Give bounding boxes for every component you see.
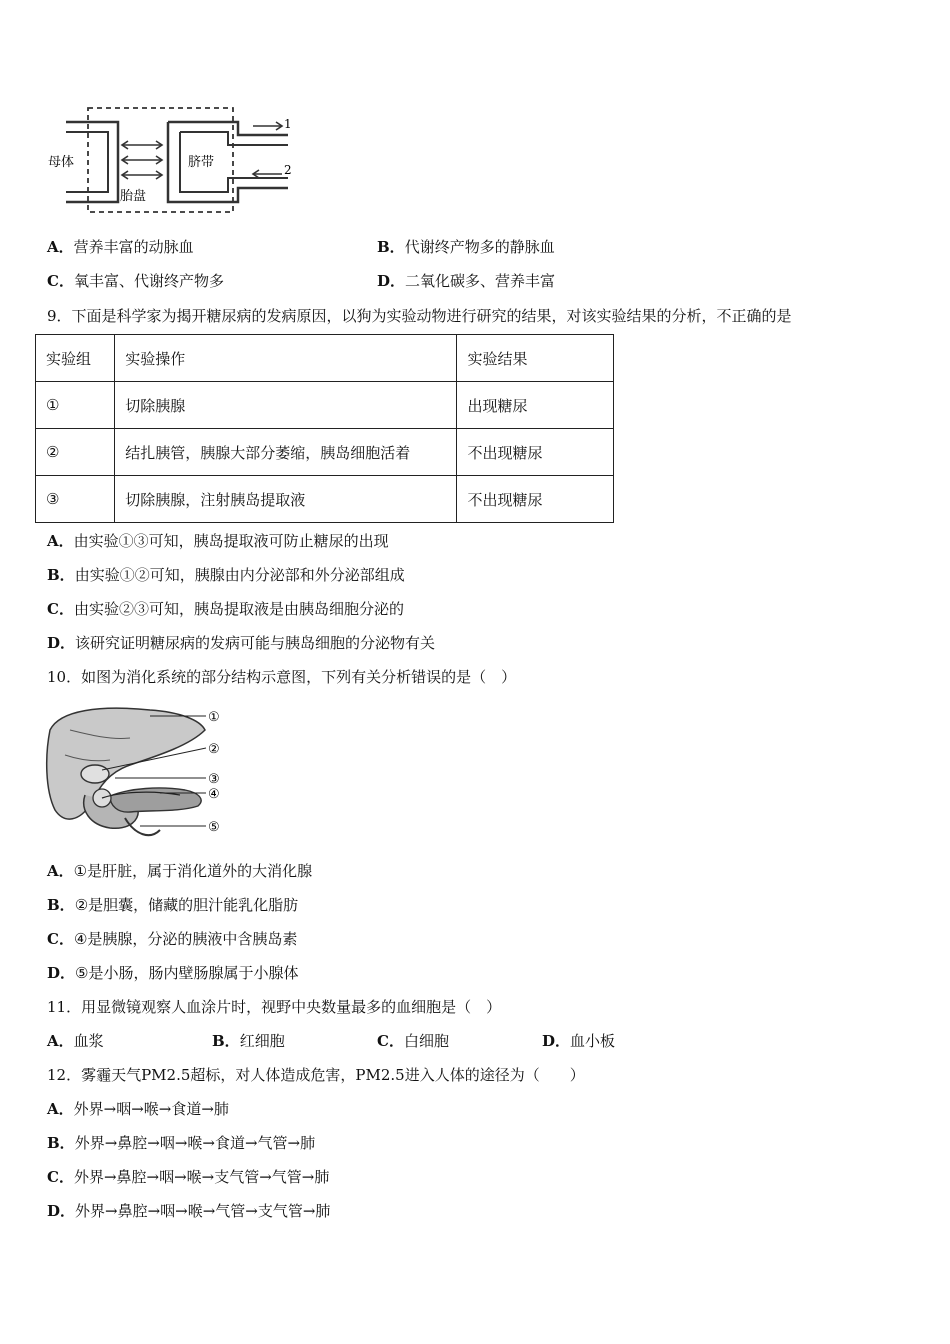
option-letter: B．: [47, 896, 75, 914]
option-text: ①是肝脏，属于消化道外的大消化腺: [73, 862, 313, 880]
q11-option-a[interactable]: [47, 1030, 104, 1051]
table-cell: 不出现糖尿: [457, 476, 614, 523]
diagram-label-3: ③: [208, 772, 220, 787]
diagram-label-4: ④: [208, 787, 220, 802]
q12-stem: 12．雾霾天气PM2.5超标，对人体造成危害，PM2.5进入人体的途径为（ ）: [47, 1066, 585, 1084]
table-cell: ③: [36, 476, 115, 523]
q9-option-d[interactable]: [47, 632, 435, 653]
diagram-label-2: ②: [208, 742, 220, 757]
option-text: 该研究证明糖尿病的发病可能与胰岛细胞的分泌物有关: [75, 634, 436, 652]
option-letter: B．: [212, 1032, 240, 1050]
option-letter: D．: [377, 272, 406, 290]
placenta-label: 胎盘: [120, 189, 147, 204]
placenta-diagram: [38, 100, 298, 220]
option-text: 营养丰富的动脉血: [73, 238, 194, 256]
cord-label: 脐带: [188, 155, 215, 170]
q10-option-b[interactable]: [47, 894, 298, 915]
option-text: ②是胆囊，储藏的胆汁能乳化脂肪: [74, 896, 299, 914]
q12-option-c[interactable]: [47, 1166, 329, 1187]
vessel-2-label: 2: [284, 163, 292, 177]
option-letter: A．: [47, 862, 74, 880]
option-text: 血浆: [73, 1032, 104, 1050]
q10-stem: 10．如图为消化系统的部分结构示意图，下列有关分析错误的是（ ）: [47, 668, 517, 686]
q9-option-c[interactable]: [47, 598, 404, 619]
table-cell: ②: [36, 429, 115, 476]
q8-option-a[interactable]: [47, 236, 194, 257]
option-text: ④是胰腺，分泌的胰液中含胰岛素: [73, 930, 298, 948]
option-text: ⑤是小肠，肠内壁肠腺属于小腺体: [75, 964, 299, 982]
option-text: 由实验①③可知，胰岛提取液可防止糖尿的出现: [73, 532, 389, 550]
option-letter: A．: [47, 532, 74, 550]
q8-option-c[interactable]: [47, 270, 224, 291]
option-letter: C．: [377, 1032, 404, 1050]
option-text: 外界→鼻腔→咽→喉→气管→支气管→肺: [75, 1202, 331, 1220]
mother-label: 母体: [48, 155, 75, 170]
q9-stem: 9．下面是科学家为揭开糖尿病的发病原因，以狗为实验动物进行研究的结果，对该实验结果的分析，不正确的是: [47, 307, 792, 325]
digestive-system-diagram: [40, 700, 240, 845]
table-row: [36, 476, 614, 523]
option-text: 外界→咽→喉→食道→肺: [73, 1100, 229, 1118]
option-letter: A．: [47, 1100, 74, 1118]
option-letter: D．: [47, 1202, 76, 1220]
option-letter: A．: [47, 1032, 74, 1050]
table-cell: 切除胰腺: [115, 382, 457, 429]
option-letter: C．: [47, 930, 74, 948]
option-text: 二氧化碳多、营养丰富: [405, 272, 556, 290]
option-text: 白细胞: [403, 1032, 449, 1050]
option-text: 氧丰富、代谢终产物多: [73, 272, 224, 290]
q9-option-a[interactable]: [47, 530, 389, 551]
table-header: 实验组: [36, 335, 115, 382]
option-letter: C．: [47, 1168, 74, 1186]
q11-option-d[interactable]: [542, 1030, 615, 1051]
option-text: 由实验①②可知，胰腺由内分泌部和外分泌部组成: [74, 566, 405, 584]
option-letter: D．: [47, 634, 76, 652]
option-text: 外界→鼻腔→咽→喉→食道→气管→肺: [74, 1134, 316, 1152]
diagram-label-5: ⑤: [208, 820, 220, 835]
vessel-1-label: 1: [284, 117, 292, 131]
option-text: 由实验②③可知，胰岛提取液是由胰岛细胞分泌的: [73, 600, 404, 618]
q11-option-c[interactable]: [377, 1030, 449, 1051]
option-letter: A．: [47, 238, 74, 256]
q8-option-b[interactable]: [377, 236, 555, 257]
table-cell: 结扎胰管，胰腺大部分萎缩，胰岛细胞活着: [115, 429, 457, 476]
option-text: 外界→鼻腔→咽→喉→支气管→气管→肺: [73, 1168, 330, 1186]
q8-option-d[interactable]: [377, 270, 555, 291]
experiment-table: [35, 334, 614, 523]
table-header: 实验结果: [457, 335, 614, 382]
option-text: 血小板: [570, 1032, 616, 1050]
diagram-label-1: ①: [208, 710, 220, 725]
table-header-row: [36, 335, 614, 382]
option-letter: B．: [377, 238, 405, 256]
q12-option-a[interactable]: [47, 1098, 229, 1119]
q12-option-b[interactable]: [47, 1132, 315, 1153]
q10-option-a[interactable]: [47, 860, 312, 881]
table-header: 实验操作: [115, 335, 457, 382]
option-letter: D．: [47, 964, 76, 982]
table-cell: 不出现糖尿: [457, 429, 614, 476]
option-letter: C．: [47, 272, 74, 290]
option-text: 红细胞: [239, 1032, 285, 1050]
q10-option-d[interactable]: [47, 962, 298, 983]
table-cell: ①: [36, 382, 115, 429]
q9-option-b[interactable]: [47, 564, 405, 585]
option-letter: B．: [47, 1134, 75, 1152]
option-letter: C．: [47, 600, 74, 618]
q10-option-c[interactable]: [47, 928, 297, 949]
table-row: [36, 429, 614, 476]
option-text: 代谢终产物多的静脉血: [404, 238, 555, 256]
table-row: [36, 382, 614, 429]
q11-stem: 11．用显微镜观察人血涂片时，视野中央数量最多的血细胞是（ ）: [47, 998, 502, 1016]
option-letter: B．: [47, 566, 75, 584]
table-cell: 切除胰腺，注射胰岛提取液: [115, 476, 457, 523]
option-letter: D．: [542, 1032, 571, 1050]
q11-option-b[interactable]: [212, 1030, 285, 1051]
table-cell: 出现糖尿: [457, 382, 614, 429]
q12-option-d[interactable]: [47, 1200, 330, 1221]
